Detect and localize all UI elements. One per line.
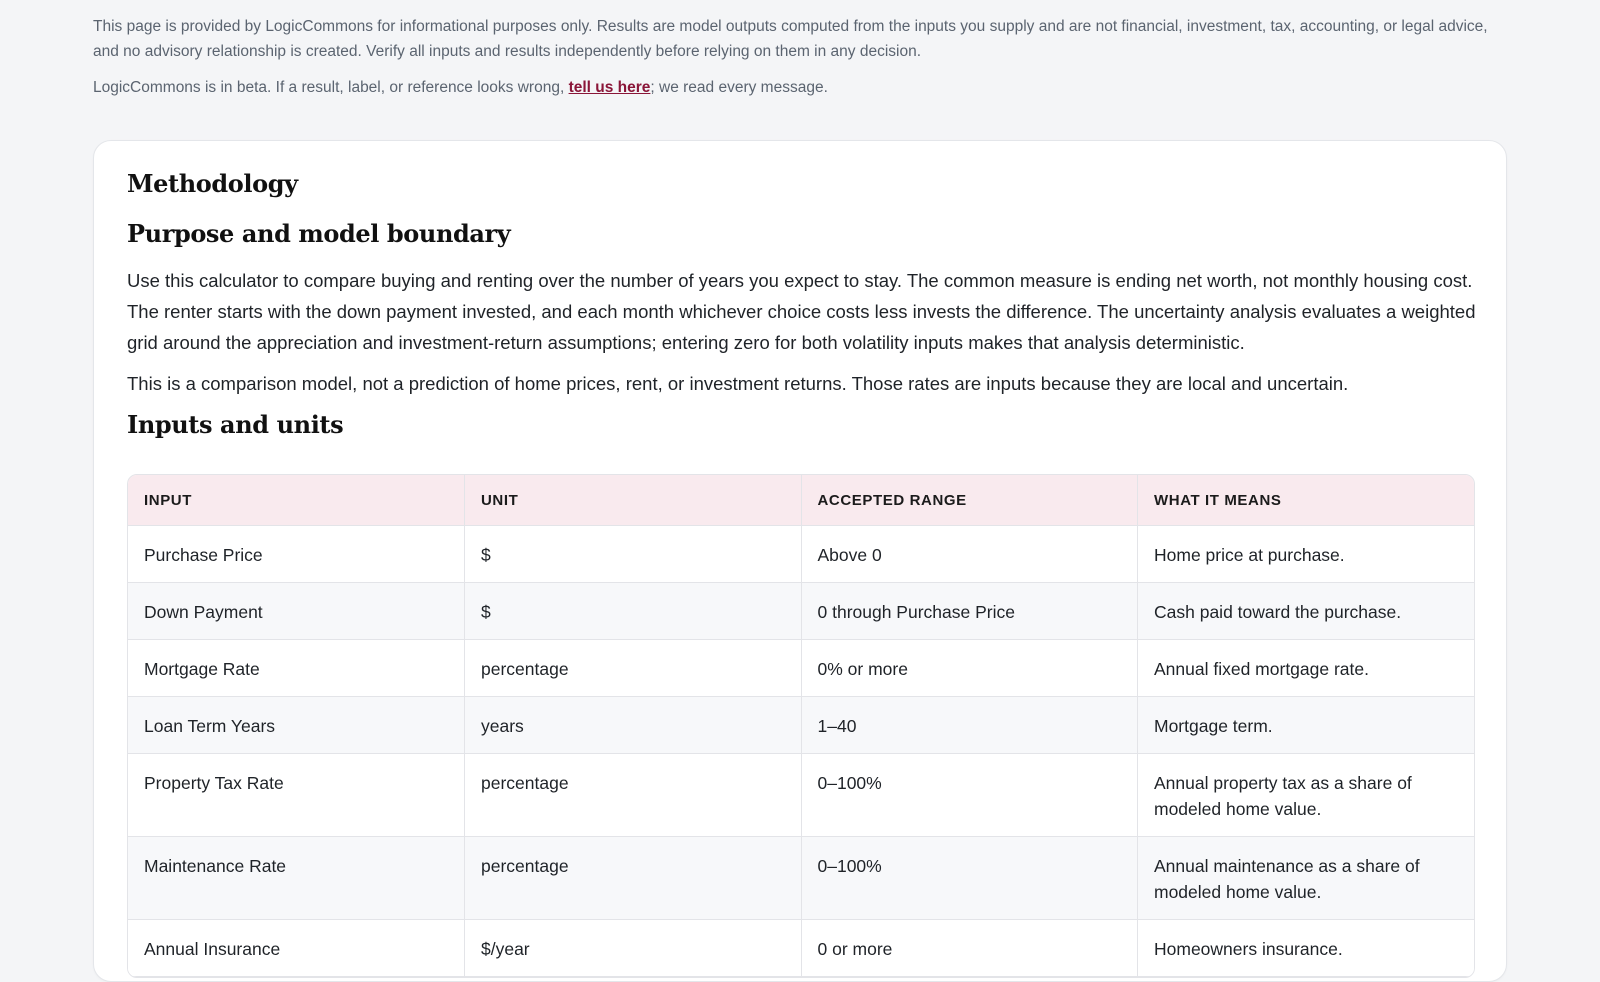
purpose-heading: Purpose and model boundary — [127, 219, 511, 248]
cell-range: Above 0 — [801, 526, 1138, 583]
cell-input: Maintenance Rate — [128, 837, 465, 920]
beta-notice — [93, 75, 828, 100]
cell-unit: percentage — [465, 754, 802, 837]
methodology-card — [93, 140, 1507, 982]
cell-meaning: Annual property tax as a share of modeled home value. — [1138, 754, 1475, 837]
table-row — [128, 640, 1474, 697]
cell-unit: $ — [465, 583, 802, 640]
column-header-input: INPUT — [128, 475, 465, 526]
cell-range: 1–40 — [801, 697, 1138, 754]
inputs-heading: Inputs and units — [127, 410, 344, 439]
beta-notice-prefix: LogicCommons is in beta. If a result, label, or reference looks wrong, — [93, 79, 569, 96]
cell-unit: percentage — [465, 640, 802, 697]
cell-meaning: Mortgage term. — [1138, 697, 1475, 754]
cell-meaning: Home price at purchase. — [1138, 526, 1475, 583]
cell-meaning: Annual fixed mortgage rate. — [1138, 640, 1475, 697]
inputs-table-container — [127, 474, 1475, 978]
cell-range: 0 through Purchase Price — [801, 583, 1138, 640]
cell-meaning: Annual maintenance as a share of modeled home value. — [1138, 837, 1475, 920]
purpose-paragraph: Use this calculator to compare buying and renting over the number of years you expect to stay. The common measure is ending net worth, not monthly housing cost. The renter starts with the down payment invested, and each month whichever choice costs less invests the difference. The uncertainty analysis evaluates a weighted grid around the appreciation and investment-return assumptions; entering zero for both volatility inputs makes that analysis deterministic. — [127, 270, 1476, 353]
feedback-link[interactable]: tell us here — [568, 79, 651, 96]
cell-input: Loan Term Years — [128, 697, 465, 754]
cell-input: Mortgage Rate — [128, 640, 465, 697]
table-row — [128, 837, 1474, 920]
column-header-unit: UNIT — [465, 475, 802, 526]
table-row — [128, 697, 1474, 754]
table-row — [128, 583, 1474, 640]
model-boundary-paragraph: This is a comparison model, not a prediction of home prices, rent, or investment returns. Those rates are inputs because they are local and uncertain. — [127, 373, 1349, 394]
cell-unit: years — [465, 697, 802, 754]
cell-range: 0–100% — [801, 837, 1138, 920]
table-row — [128, 754, 1474, 837]
cell-unit: $/year — [465, 920, 802, 977]
column-header-accepted-range: ACCEPTED RANGE — [801, 475, 1138, 526]
cell-meaning: Homeowners insurance. — [1138, 920, 1475, 977]
cell-range: 0% or more — [801, 640, 1138, 697]
cell-range: 0–100% — [801, 754, 1138, 837]
cell-meaning: Cash paid toward the purchase. — [1138, 583, 1475, 640]
cell-input: Annual Insurance — [128, 920, 465, 977]
table-row — [128, 920, 1474, 977]
cell-input: Down Payment — [128, 583, 465, 640]
disclaimer-text: This page is provided by LogicCommons for informational purposes only. Results are model outputs computed from the inputs you supply and are not financial, investment, tax, accounting, or legal advice, and no advisory relationship is created. Verify all inputs and results independently before relying on them in any decision. — [93, 18, 1488, 60]
inputs-table — [128, 475, 1474, 977]
table-row — [128, 526, 1474, 583]
column-header-what-it-means: WHAT IT MEANS — [1138, 475, 1475, 526]
cell-input: Property Tax Rate — [128, 754, 465, 837]
cell-unit: percentage — [465, 837, 802, 920]
methodology-heading: Methodology — [127, 169, 298, 198]
cell-input: Purchase Price — [128, 526, 465, 583]
beta-notice-suffix: ; we read every message. — [650, 79, 828, 96]
cell-unit: $ — [465, 526, 802, 583]
table-header-row — [128, 475, 1474, 526]
cell-range: 0 or more — [801, 920, 1138, 977]
